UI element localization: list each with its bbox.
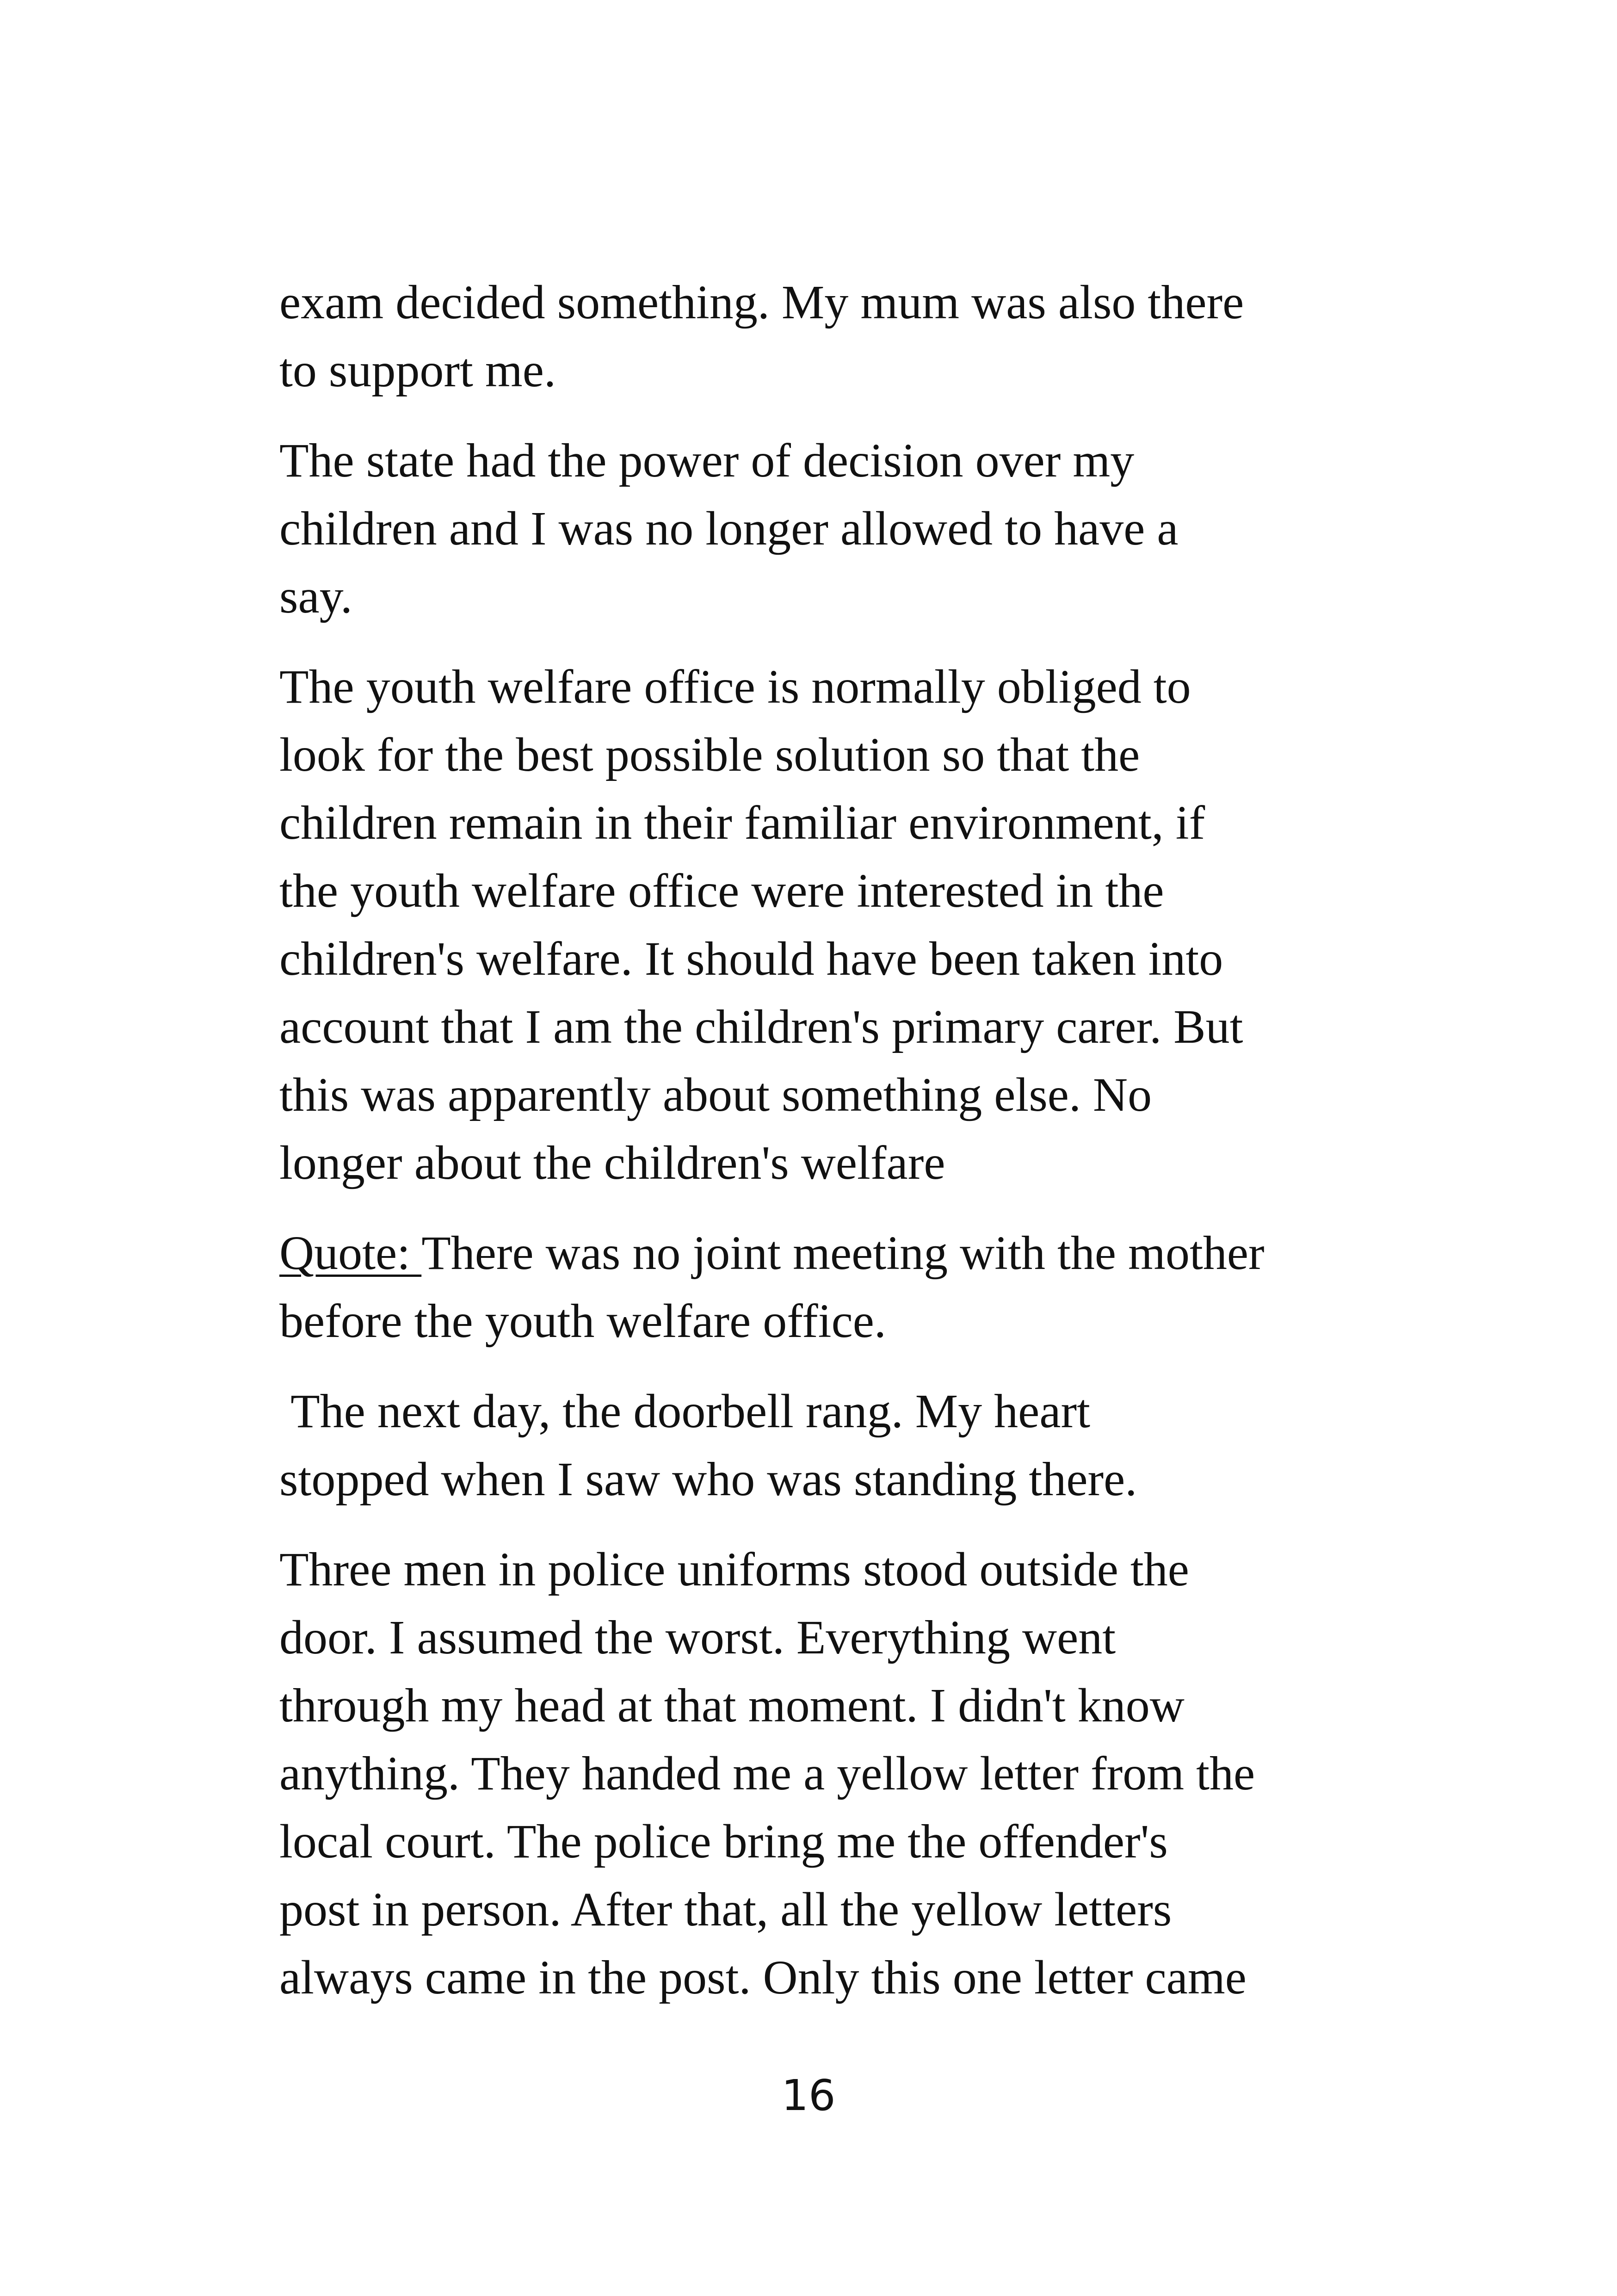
text-line: The next day, the doorbell rang. My heart bbox=[279, 1385, 1091, 1438]
paragraph-6 bbox=[279, 1535, 1399, 2011]
text-line: local court. The police bring me the offender's bbox=[279, 1815, 1168, 1868]
text-line: stopped when I saw who was standing there. bbox=[279, 1453, 1137, 1506]
text-line bbox=[279, 1219, 1399, 1287]
text-line: exam decided something. My mum was also there bbox=[279, 276, 1244, 329]
text-line: longer about the children's welfare bbox=[279, 1136, 945, 1189]
quote-label: Quote: bbox=[279, 1226, 422, 1280]
text-line: the youth welfare office were interested in the bbox=[279, 864, 1164, 917]
page-number: 16 bbox=[781, 2071, 836, 2120]
text-line: post in person. After that, all the yellow letters bbox=[279, 1883, 1172, 1936]
body-text bbox=[279, 268, 1399, 2034]
text-line: this was apparently about something else. No bbox=[279, 1068, 1152, 1121]
text-line: children's welfare. It should have been taken into bbox=[279, 932, 1223, 985]
paragraph-quote bbox=[279, 1219, 1399, 1355]
paragraph-1 bbox=[279, 268, 1399, 404]
text-line: children remain in their familiar environment, if bbox=[279, 796, 1205, 849]
paragraph-2 bbox=[279, 427, 1399, 631]
text-line: always came in the post. Only this one letter came bbox=[279, 1951, 1247, 2004]
text-line: say. bbox=[279, 570, 352, 623]
text-line: anything. They handed me a yellow letter from the bbox=[279, 1747, 1255, 1800]
text-line: look for the best possible solution so that the bbox=[279, 728, 1140, 781]
text-line: Three men in police uniforms stood outside the bbox=[279, 1543, 1189, 1596]
text-line: The state had the power of decision over my bbox=[279, 434, 1135, 487]
paragraph-3 bbox=[279, 653, 1399, 1197]
text-line: children and I was no longer allowed to have a bbox=[279, 502, 1179, 555]
quote-text: There was no joint meeting with the mother bbox=[421, 1226, 1265, 1280]
text-line: door. I assumed the worst. Everything went bbox=[279, 1611, 1116, 1664]
text-line: to support me. bbox=[279, 344, 556, 397]
text-line: account that I am the children's primary carer. But bbox=[279, 1000, 1243, 1053]
text-line: before the youth welfare office. bbox=[279, 1294, 886, 1348]
text-line: through my head at that moment. I didn't know bbox=[279, 1679, 1185, 1732]
text-line: The youth welfare office is normally obliged to bbox=[279, 660, 1191, 713]
paragraph-5 bbox=[279, 1377, 1399, 1513]
